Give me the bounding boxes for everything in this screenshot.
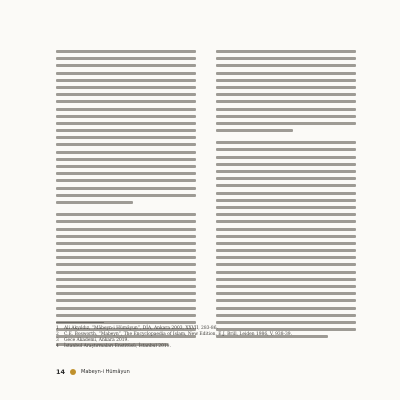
text-line: [216, 314, 356, 317]
text-line: [56, 256, 196, 259]
text-line: [216, 235, 356, 238]
text-line: [216, 292, 356, 295]
text-line: [56, 220, 196, 223]
text-line: [56, 307, 196, 310]
text-line: [56, 187, 196, 190]
text-line: [56, 136, 196, 139]
text-line: [216, 108, 356, 111]
text-line: [56, 242, 196, 245]
text-line: [56, 235, 196, 238]
text-line: [56, 314, 196, 317]
footnote-number: 4: [56, 344, 59, 349]
text-line: [216, 228, 356, 231]
text-line: [216, 148, 356, 151]
text-line: [216, 321, 356, 324]
bullet-icon: [70, 369, 76, 375]
footnote-number: 1: [56, 326, 59, 331]
text-line: [216, 256, 356, 259]
text-line: [56, 213, 196, 216]
text-line: [56, 122, 196, 125]
text-line: [56, 278, 196, 281]
text-line: [216, 129, 293, 132]
text-line: [216, 242, 356, 245]
text-line: [216, 156, 356, 159]
text-line: [56, 143, 196, 146]
text-line: [56, 100, 196, 103]
text-line: [56, 151, 196, 154]
text-line: [216, 163, 356, 166]
text-line: [216, 278, 356, 281]
text-line: [216, 285, 356, 288]
text-line: [216, 64, 356, 67]
text-line: [56, 108, 196, 111]
text-line: [56, 57, 196, 60]
text-line: [216, 170, 356, 173]
text-line: [56, 93, 196, 96]
text-line: [56, 64, 196, 67]
text-line: [56, 79, 196, 82]
footnote-number: 3: [56, 338, 59, 343]
text-line: [216, 122, 356, 125]
footnotes: [56, 326, 356, 350]
text-line: [216, 79, 356, 82]
text-line: [56, 165, 196, 168]
text-line: [216, 206, 356, 209]
text-line: [216, 220, 356, 223]
running-footer: [56, 368, 130, 376]
text-line: [216, 263, 356, 266]
running-title: Mabeyn-i Hümâyun: [81, 369, 130, 375]
footnote-text: Ali Akyıldız, “Mâbeyn-i Hümâyun”, DİA, Ankara 2003, XXVII, 283-86.: [64, 326, 218, 331]
text-line: [216, 177, 356, 180]
text-line: [56, 292, 196, 295]
footnote-text: Gece Akademi, Ankara 2019.: [64, 338, 129, 343]
text-line: [216, 271, 356, 274]
text-line: [216, 57, 356, 60]
text-line: [216, 199, 356, 202]
footnote-text: İstanbul Araştırmaları Enstitüsü, İstanbul 2019.: [64, 344, 171, 349]
footnote-number: 2: [56, 332, 59, 337]
footnote-text: C.E. Bosworth, “Mabeyn”, The Encyclopaedia of Islam, New Edition, E.J. Brill, Leiden 1986, V, 938-39.: [64, 332, 292, 337]
text-line: [216, 93, 356, 96]
text-line: [56, 179, 196, 182]
text-line: [56, 201, 133, 204]
text-line: [56, 194, 196, 197]
text-line: [56, 285, 196, 288]
page-number: 14: [56, 368, 66, 376]
text-line: [216, 50, 356, 53]
text-line: [56, 115, 196, 118]
text-line: [56, 299, 196, 302]
text-line: [216, 299, 356, 302]
left-text-column: [56, 50, 196, 350]
text-line: [56, 228, 196, 231]
text-line: [216, 141, 356, 144]
footnote-divider: [56, 322, 104, 323]
text-line: [56, 50, 196, 53]
text-line: [56, 263, 196, 266]
text-line: [216, 213, 356, 216]
text-line: [56, 72, 196, 75]
text-line: [56, 129, 196, 132]
text-line: [216, 307, 356, 310]
text-line: [56, 158, 196, 161]
text-line: [56, 271, 196, 274]
text-line: [216, 100, 356, 103]
right-text-column: [216, 50, 356, 343]
text-line: [216, 86, 356, 89]
text-line: [56, 249, 196, 252]
footnote: [56, 344, 356, 350]
text-line: [56, 86, 196, 89]
text-line: [216, 72, 356, 75]
text-line: [56, 172, 196, 175]
text-line: [216, 249, 356, 252]
text-line: [216, 115, 356, 118]
text-line: [216, 184, 356, 187]
text-line: [216, 192, 356, 195]
